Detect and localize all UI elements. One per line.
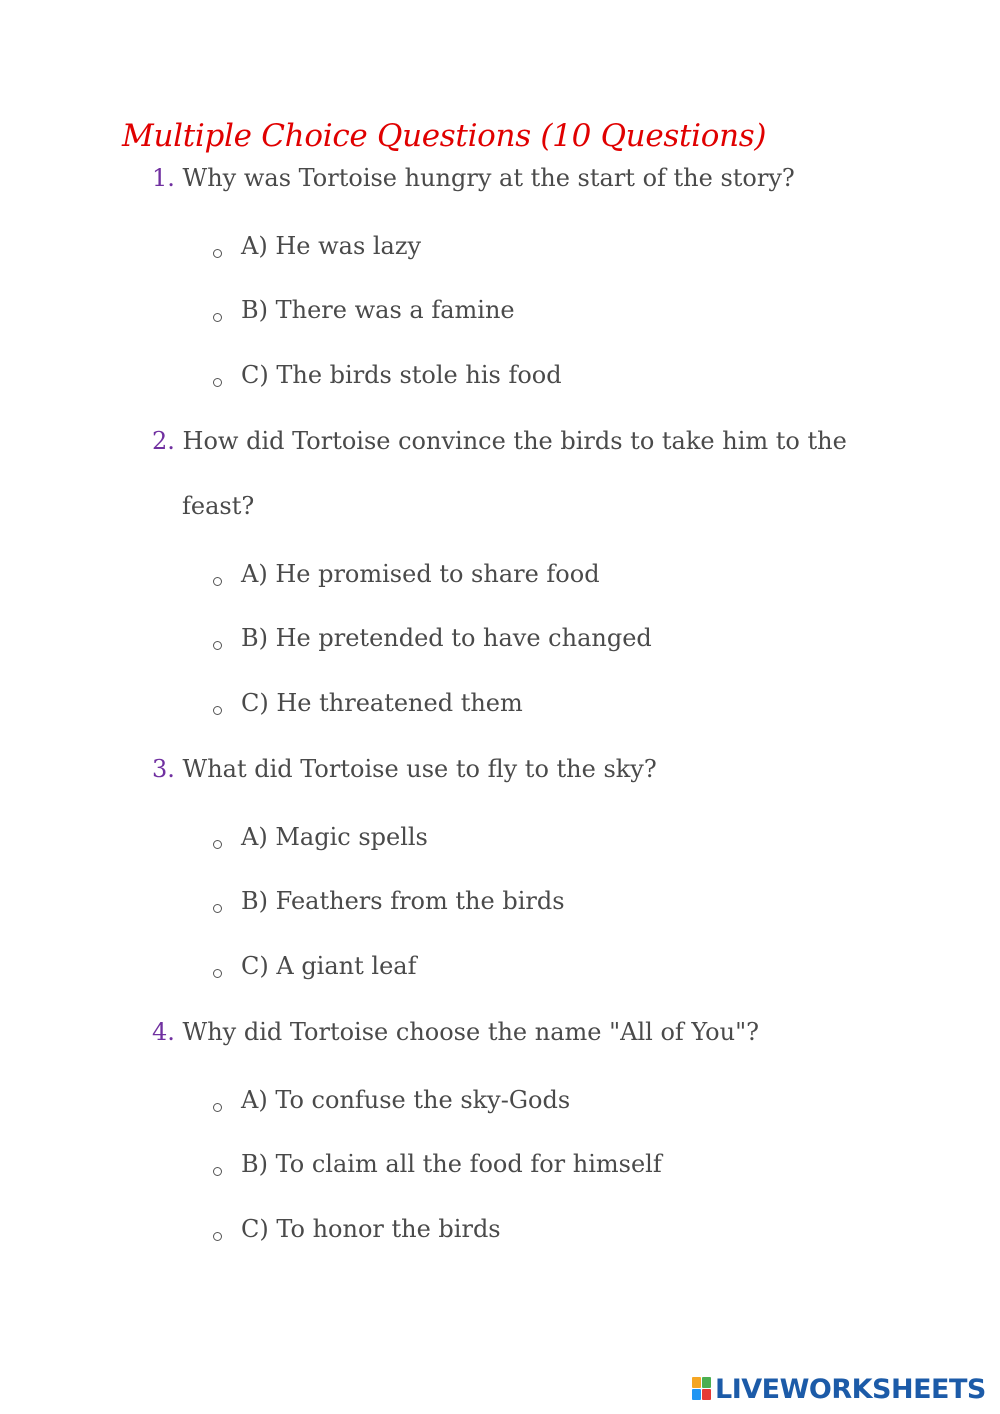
circle-bullet-icon bbox=[213, 249, 222, 258]
option-1c[interactable] bbox=[213, 361, 562, 389]
circle-bullet-icon bbox=[213, 378, 222, 387]
option-label: B) There was a famine bbox=[241, 296, 515, 324]
option-label: A) He promised to share food bbox=[241, 560, 600, 588]
option-label: B) To claim all the food for himself bbox=[241, 1150, 662, 1178]
question-text: How did Tortoise convince the birds to take him to the feast? bbox=[182, 427, 847, 520]
option-label: A) Magic spells bbox=[241, 823, 428, 851]
circle-bullet-icon bbox=[213, 313, 222, 322]
option-4a[interactable] bbox=[213, 1086, 570, 1114]
question-1 bbox=[152, 146, 872, 211]
option-label: C) He threatened them bbox=[241, 689, 523, 717]
circle-bullet-icon bbox=[213, 577, 222, 586]
option-label: C) To honor the birds bbox=[241, 1215, 501, 1243]
option-2b[interactable] bbox=[213, 624, 652, 652]
question-number: 3. bbox=[152, 755, 175, 783]
circle-bullet-icon bbox=[213, 641, 222, 650]
option-2c[interactable] bbox=[213, 689, 523, 717]
option-1a[interactable] bbox=[213, 232, 421, 260]
option-label: B) He pretended to have changed bbox=[241, 624, 652, 652]
page-title: Multiple Choice Questions (10 Questions) bbox=[122, 118, 767, 154]
option-1b[interactable] bbox=[213, 296, 515, 324]
option-label: C) A giant leaf bbox=[241, 952, 417, 980]
option-3c[interactable] bbox=[213, 952, 416, 980]
question-text: Why was Tortoise hungry at the start of the story? bbox=[182, 164, 795, 192]
question-3 bbox=[152, 737, 872, 802]
option-label: B) Feathers from the birds bbox=[241, 887, 565, 915]
option-label: A) To confuse the sky-Gods bbox=[241, 1086, 571, 1114]
circle-bullet-icon bbox=[213, 969, 222, 978]
circle-bullet-icon bbox=[213, 1167, 222, 1176]
circle-bullet-icon bbox=[213, 1232, 222, 1241]
liveworksheets-logo-icon bbox=[692, 1377, 712, 1401]
option-3a[interactable] bbox=[213, 823, 428, 851]
circle-bullet-icon bbox=[213, 1103, 222, 1112]
question-number: 2. bbox=[152, 427, 175, 455]
option-label: A) He was lazy bbox=[241, 232, 422, 260]
option-4c[interactable] bbox=[213, 1215, 501, 1243]
circle-bullet-icon bbox=[213, 706, 222, 715]
question-2 bbox=[152, 409, 882, 539]
watermark-text: LIVEWORKSHEETS bbox=[715, 1373, 986, 1405]
question-number: 4. bbox=[152, 1018, 175, 1046]
option-3b[interactable] bbox=[213, 887, 565, 915]
question-number: 1. bbox=[152, 164, 175, 192]
option-4b[interactable] bbox=[213, 1150, 662, 1178]
question-text: Why did Tortoise choose the name "All of You"? bbox=[182, 1018, 759, 1046]
option-2a[interactable] bbox=[213, 560, 600, 588]
option-label: C) The birds stole his food bbox=[241, 361, 562, 389]
question-text: What did Tortoise use to fly to the sky? bbox=[182, 755, 657, 783]
circle-bullet-icon bbox=[213, 904, 222, 913]
question-4 bbox=[152, 1000, 872, 1065]
circle-bullet-icon bbox=[213, 840, 222, 849]
liveworksheets-watermark bbox=[692, 1372, 986, 1406]
